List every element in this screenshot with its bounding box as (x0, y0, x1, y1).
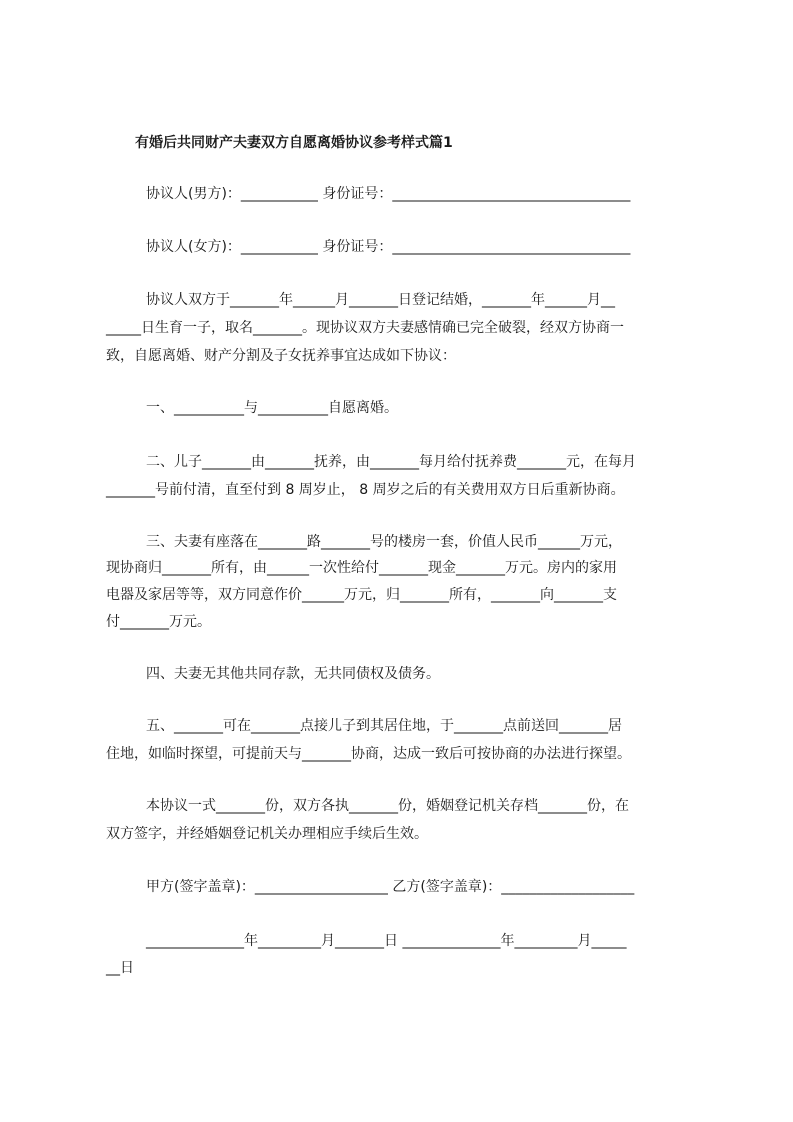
document-title: 有婚后共同财产夫妻双方自愿离婚协议参考样式篇1 (135, 135, 453, 151)
clause-6-line-1: 本协议一式_______份，双方各执_______份，婚姻登记机关存档_______份，在 (146, 798, 629, 814)
clause-1: 一、__________与__________自愿离婚。 (146, 400, 398, 416)
clause-3-line-2: 现协商归_______所有，由______一次性给付_______现金_______万元。房内的家用 (106, 560, 617, 576)
intro-line-2: _____日生育一子，取名_______。现协议双方夫妻感情确已完全破裂，经双方协商一 (106, 320, 624, 336)
date-line-1: ______________年_________月_______日 ______________年_________月_____ (146, 933, 627, 949)
date-line-2: __日 (106, 960, 134, 976)
clause-2-line-2: _______号前付清，直至付到 8 周岁止， 8 周岁之后的有关费用双方日后重新协商。 (106, 482, 625, 498)
clause-4: 四、夫妻无其他共同存款，无共同债权及债务。 (146, 666, 440, 682)
clause-5-line-1: 五、_______可在_______点接儿子到其居住地，于_______点前送回_______居 (146, 718, 622, 734)
clause-5-line-2: 住地，如临时探望，可提前天与_______协商，达成一致后可按协商的办法进行探望。 (106, 746, 631, 762)
party-male-line: 协议人(男方)：___________ 身份证号：__________________________________ (146, 186, 631, 202)
clause-3-line-1: 三、夫妻有座落在_______路_______号的楼房一套，价值人民币______万元， (146, 534, 622, 550)
signature-line: 甲方(签字盖章)：___________________ 乙方(签字盖章)：___________________ (146, 879, 635, 895)
party-female-line: 协议人(女方)：___________ 身份证号：__________________________________ (146, 239, 631, 255)
clause-3-line-4: 付_______万元。 (106, 614, 211, 630)
clause-2-line-1: 二、儿子_______由_______抚养，由_______每月给付抚养费_______元，在每月 (146, 454, 636, 470)
clause-6-line-2: 双方签字，并经婚姻登记机关办理相应手续后生效。 (106, 826, 428, 842)
intro-line-3: 致，自愿离婚、财产分割及子女抚养事宜达成如下协议： (106, 348, 456, 364)
clause-3-line-3: 电器及家居等等，双方同意作价______万元，归_______所有，_______向_______支 (106, 587, 617, 603)
intro-line-1: 协议人双方于_______年______月_______日登记结婚，_______年______月__ (146, 292, 615, 308)
